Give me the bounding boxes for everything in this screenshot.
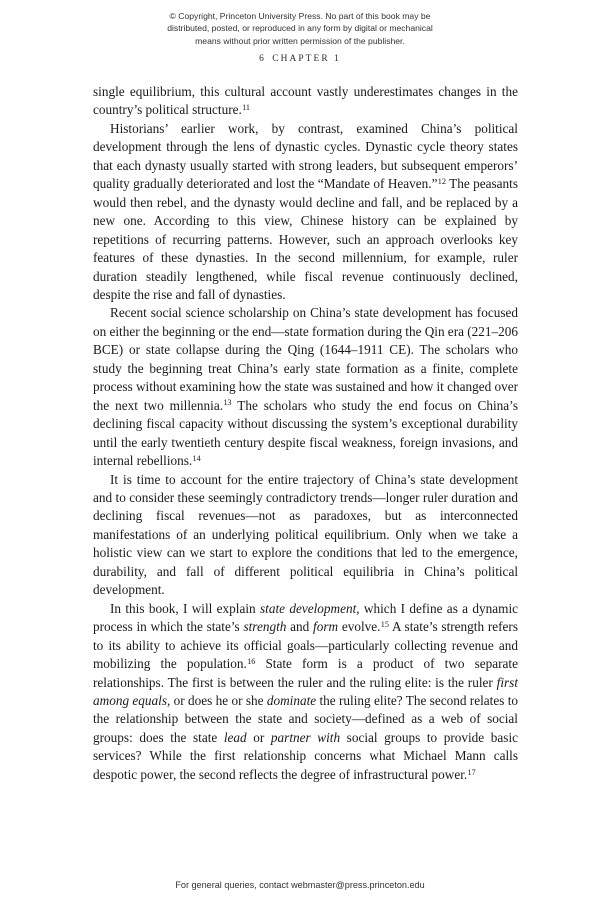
- footnote-reference: 13: [223, 398, 232, 408]
- italic-term: lead: [223, 729, 247, 745]
- copyright-notice: [130, 10, 470, 47]
- text-run: or does he or she: [170, 692, 267, 708]
- running-head: [0, 54, 600, 64]
- text-run: It is time to account for the entire trajectory of China’s state development and to consider these seemingly contradictory trends—longer ruler duration and declining fiscal revenues—not as paradoxes, but as interconnected manifestations of an underlying political equilibrium. Only when we take a holistic view can we start to explore the conditions that led to the emergence, durability, and fall of different political equilibria in China’s political development.: [93, 471, 518, 598]
- italic-term: dominate: [266, 692, 317, 708]
- text-run: A state’s strength refers to its ability to achieve its official goals—particularly collecting revenue and mobilizing the population.: [93, 619, 518, 672]
- page-number: 6: [259, 54, 265, 64]
- italic-term: state development: [259, 600, 357, 616]
- text-run: and: [286, 619, 314, 635]
- text-run: The peasants would then rebel, and the dynasty would decline and fall, and be replaced by a new one. According to this view, Chinese history can be explained by repetitions of recurring patterns. However, such an approach overlooks key features of these dynasties. In the second millennium, for example, ruler duration steadily lengthened, while fiscal revenue continuously declined, despite the rise and fall of dynasties.: [93, 176, 518, 302]
- text-run: single equilibrium, this cultural account vastly underestimates changes in the country’s political structure.: [93, 84, 518, 118]
- text-run: social groups to provide basic services? While the first relationship concerns what Michael Mann calls despotic power, the second reflects the degree of infrastructural power.: [93, 729, 519, 782]
- paragraph: [93, 304, 518, 470]
- footnote-reference: 12: [437, 177, 446, 186]
- italic-term: partner with: [270, 729, 341, 745]
- text-run: Recent social science scholarship on China’s state development has focused on either the beginning or the end—state formation during the Qin era (221–206 BCE) or state collapse during the Qing (1644–1911 CE). The scholars who study the beginning treat China’s early state formation as a finite, complete process without examining how the state was sustained and how it changed over the next two millennia.: [93, 305, 518, 413]
- copyright-notice-line-3: means without prior written permission of the publisher.: [195, 35, 405, 46]
- body-text-column: [93, 83, 518, 784]
- chapter-label: CHAPTER 1: [272, 54, 341, 64]
- paragraph: [93, 120, 518, 305]
- text-run: evolve.: [338, 619, 381, 635]
- page-footer: For general queries, contact webmaster@press.princeton.edu: [175, 880, 425, 890]
- copyright-notice-line-1: © Copyright, Princeton University Press. No part of this book may be: [169, 11, 431, 21]
- text-run: or: [246, 729, 271, 745]
- footnote-reference: 14: [192, 453, 201, 463]
- paragraph: [93, 600, 518, 785]
- text-run: State form is a product of two separate relationships. The first is between the ruler and the ruling elite: is the ruler: [93, 656, 518, 690]
- italic-term: first among equals,: [93, 674, 518, 708]
- paragraph: [93, 471, 518, 600]
- paragraph: [93, 83, 518, 120]
- footnote-reference: 17: [467, 767, 476, 777]
- text-run: , which I define as a dynamic process in which the state’s: [93, 600, 519, 635]
- footnote-reference: 15: [380, 619, 389, 629]
- footnote-reference: 16: [247, 656, 256, 666]
- text-run: Historians’ earlier work, by contrast, examined China’s political development through the lens of dynastic cycles. Dynastic cycle theory states that each dynasty usually started with strong leaders, but subsequent emperors’ quality gradually deteriorated and lost the “Mandate of Heaven.”: [93, 120, 518, 192]
- text-run: In this book, I will explain: [110, 600, 260, 616]
- italic-term: form: [313, 619, 339, 635]
- text-run: the ruling elite? The second relates to the relationship between the state and society—defined as a web of social groups: does the state: [93, 692, 519, 745]
- copyright-notice-line-2: distributed, posted, or reproduced in any form by digital or mechanical: [167, 23, 433, 34]
- text-run: The scholars who study the end focus on China’s declining fiscal capacity without discussing the system’s exceptional durability until the early twentieth century despite fiscal weakness, foreign invasions, and internal rebellions.: [93, 397, 518, 469]
- italic-term: strength: [243, 619, 287, 635]
- footnote-reference: 11: [242, 103, 251, 113]
